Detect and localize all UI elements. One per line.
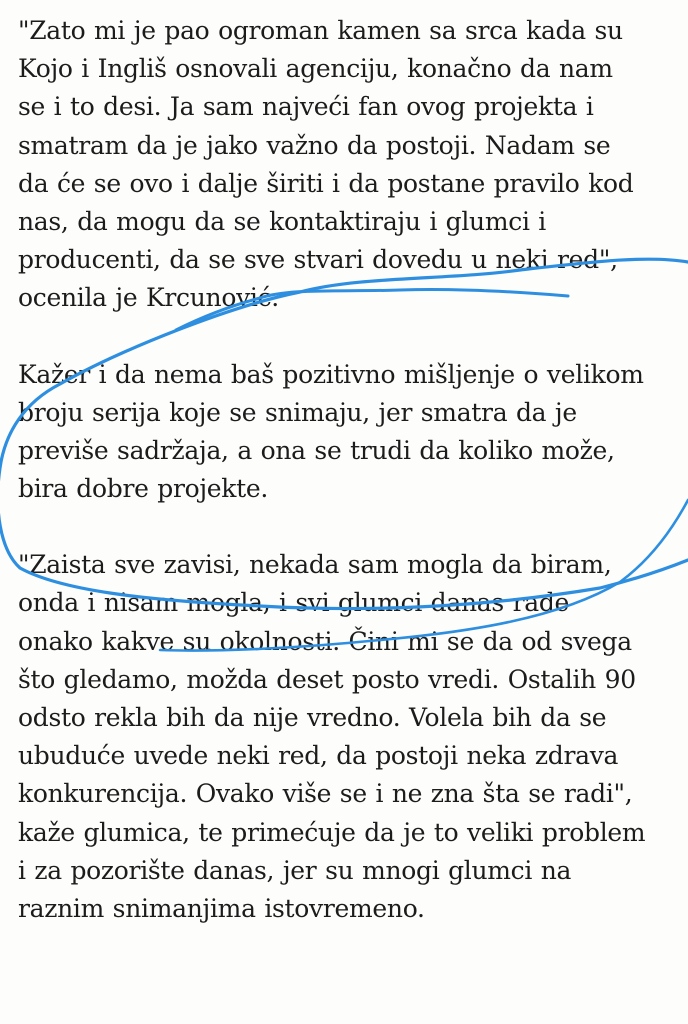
text-line: što gledamo, možda deset posto vredi. Ostalih 90 [18,664,636,694]
text-line: da će se ovo i dalje širiti i da postane pravilo kod [18,168,634,198]
text-line: smatram da je jako važno da postoji. Nadam se [18,130,611,160]
text-line: bira dobre projekte. [18,474,269,504]
text-line: se i to desi. Ja sam najveći fan ovog projekta i [18,92,594,122]
text-line: Kojo i Ingliš osnovali agenciju, konačno da nam [18,54,613,84]
paragraph-series-opinion [18,356,682,509]
text-line: previše sadržaja, a ona se trudi da koliko može, [18,435,615,465]
text-line: nas, da mogu da se kontaktiraju i glumci i [18,206,547,236]
text-line: i za pozorište danas, jer su mnogi glumci na [18,855,572,885]
text-line: "Zato mi je pao ogroman kamen sa srca kada su [18,16,623,45]
text-line: broju serija koje se snimaju, jer smatra da je [18,397,577,427]
text-line: konkurencija. Ovako više se i ne zna šta se radi", [18,779,633,809]
text-line: "Zaista sve zavisi, nekada sam mogla da biram, [18,550,612,580]
paragraph-spacer [18,318,682,356]
text-line: ubuduće uvede neki red, da postoji neka zdrava [18,741,619,771]
text-line: onda i nisam mogla, i svi glumci danas rade [18,588,570,618]
text-line: ocenila je Krcunović. [18,283,279,313]
paragraph-spacer [18,508,682,546]
paragraph-quote-agency [18,12,682,318]
text-line: onako kakve su okolnosti. Čini mi se da od svega [18,626,632,656]
text-line: producenti, da se sve stvari dovedu u neki red", [18,245,618,275]
text-line: Kažer i da nema baš pozitivno mišljenje o velikom [18,359,644,389]
paragraph-quote-industry [18,546,682,928]
text-line: odsto rekla bih da nije vredno. Volela bih da se [18,703,607,732]
text-line: kaže glumica, te primećuje da je to veliki problem [18,817,646,847]
text-line: raznim snimanjima istovremeno. [18,893,425,923]
article-body [18,12,682,928]
